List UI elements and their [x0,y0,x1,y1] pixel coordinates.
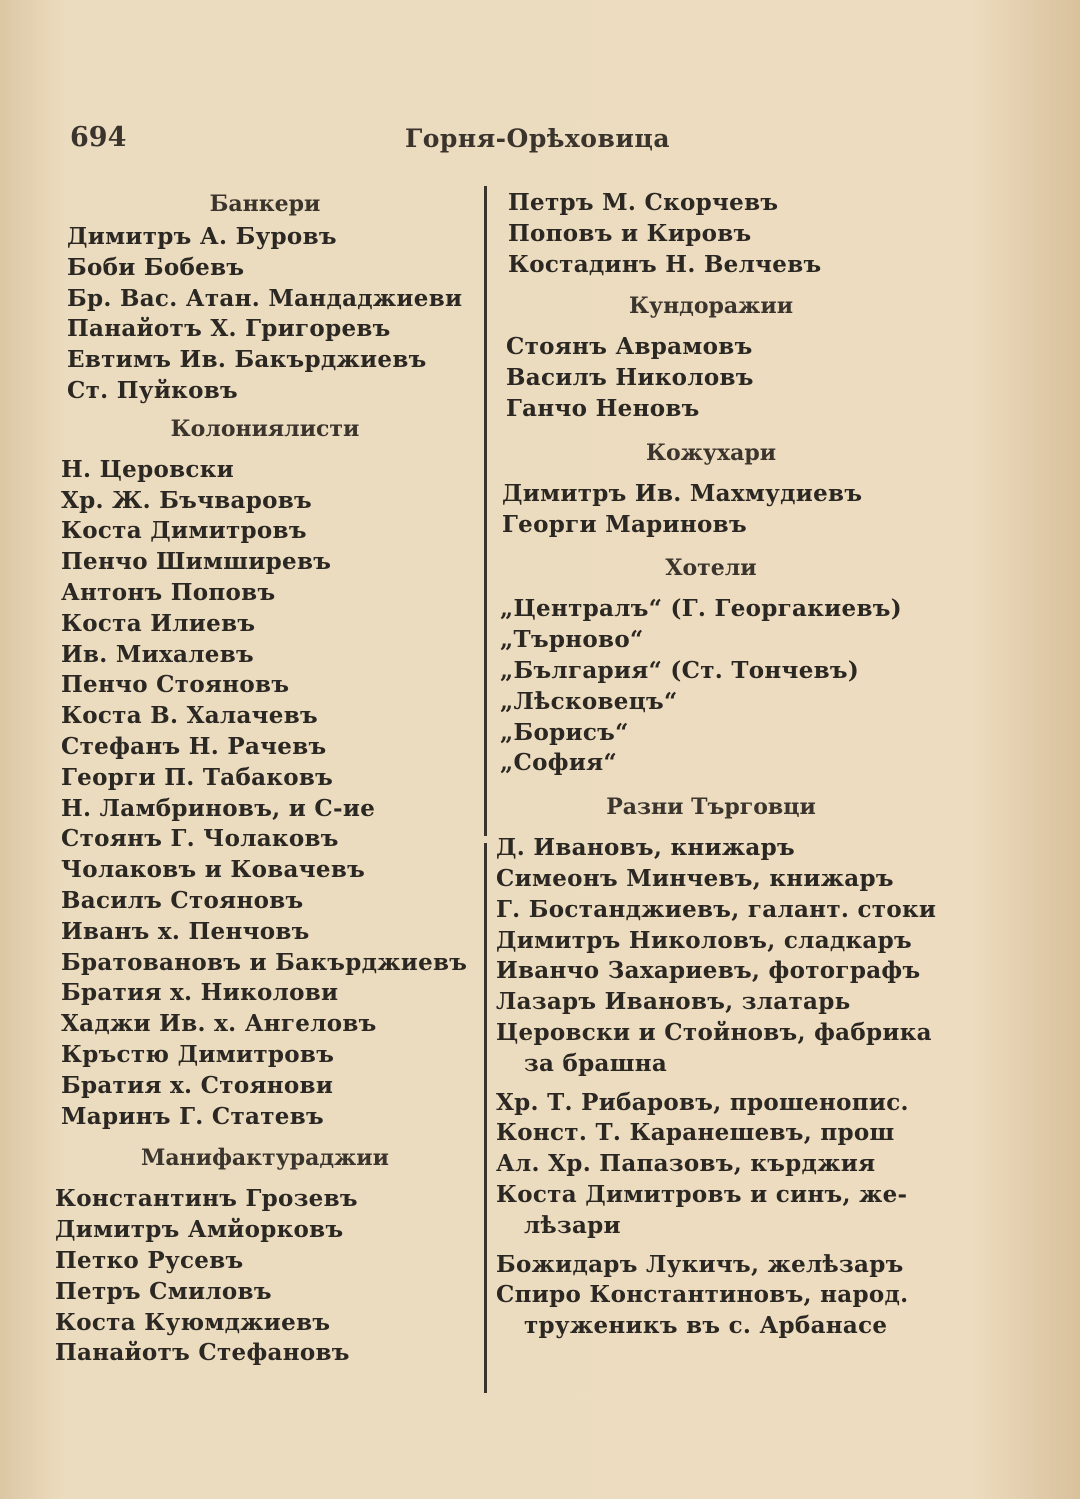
list-item: Пенчо Стояновъ [61,671,290,699]
list-item: Поповъ и Кировъ [508,219,752,247]
list-item: Братия х. Стоянови [61,1071,334,1099]
list-item: Лазаръ Ивановъ, златарь [496,988,851,1016]
list-item: „Централъ“ (Г. Георгакиевъ) [500,595,902,623]
list-item: Хаджи Ив. х. Ангеловъ [61,1010,377,1038]
list-item: Д. Ивановъ, книжаръ [496,834,795,862]
list-item: Панайотъ Стефановъ [55,1339,350,1367]
list-item: Ст. Пуйковъ [67,376,238,404]
list-item-continuation: лѣзари [524,1211,621,1239]
list-item: Димитръ Николовъ, сладкаръ [496,926,912,954]
list-item: Кръстю Димитровъ [61,1040,335,1068]
list-item: Ганчо Неновъ [506,394,700,422]
list-item: Г. Бостанджиевъ, галант. стоки [496,895,937,923]
list-item: Н. Ламбриновъ, и С-ие [61,794,376,822]
list-item: „София“ [500,749,617,777]
list-item: Маринъ Г. Статевъ [61,1102,324,1130]
list-item: Стефанъ Н. Рачевъ [61,732,327,760]
list-item: Коста Димитровъ [61,517,307,545]
list-item: Антонъ Поповъ [61,578,276,606]
section-title: Манифактураджии [141,1145,389,1172]
list-item: Иванъ х. Пенчовъ [61,917,310,945]
list-item: Спиро Константиновъ, народ. [496,1281,909,1309]
list-item: Пенчо Шимширевъ [61,548,332,576]
list-item: Стоянъ Г. Чолаковъ [61,825,339,853]
section-hotels [496,552,926,779]
page-title: Горня-Орѣховица [405,124,671,153]
list-item: „Лѣсковецъ“ [500,687,678,715]
list-item: Георги П. Табаковъ [61,763,334,791]
list-item: Коста Димитровъ и синъ, же- [496,1180,908,1208]
list-item: Бр. Вас. Атан. Мандаджиеви [67,284,463,312]
section-traders [496,791,937,1342]
section-title: Банкери [209,191,321,217]
list-item-continuation: за брашна [524,1049,668,1077]
list-item: Костадинъ Н. Велчевъ [508,250,822,278]
list-item: Иванчо Захариевъ, фотографъ [496,957,921,985]
list-item: Хр. Ж. Бъчваровъ [61,486,312,514]
section-colonials [55,413,475,1133]
column-divider [484,843,487,1393]
list-item: Божидаръ Лукичъ, желѣзаръ [496,1250,904,1278]
list-item: Хр. Т. Рибаровъ, прошенопис. [496,1088,909,1116]
list-item: Василъ Николовъ [506,364,754,392]
list-item: Панайотъ Х. Григоревъ [67,315,391,343]
list-item: Георги Мариновъ [502,510,747,538]
section-title: Колониялисти [170,415,360,442]
list-item: Ив. Михалевъ [61,640,254,668]
right-column [496,188,937,1342]
list-item: „Борисъ“ [500,718,629,746]
section-title: Разни Търговци [606,794,816,821]
list-item: Константинъ Грозевъ [55,1185,358,1213]
column-divider [484,186,487,836]
list-item: Стоянъ Аврамовъ [506,333,753,361]
section-manufactory [55,1142,475,1369]
list-item: Н. Церовски [61,455,234,483]
list-item-continuation: труженикъ въ с. Арбанасе [524,1312,888,1340]
list-item: Чолаковъ и Ковачевъ [61,856,366,884]
section-title: Кундоражии [628,293,794,320]
section-title: Хотели [665,555,757,582]
list-item: Коста В. Халачевъ [61,702,318,730]
page-header [0,122,1080,162]
list-item: Симеонъ Минчевъ, книжаръ [496,864,894,892]
list-item: Братовановъ и Бакърджиевъ [61,948,468,976]
section-bankers [55,188,475,407]
list-item: Ал. Хр. Папазовъ, кърджия [496,1150,876,1178]
list-item: Братия х. Николови [61,979,339,1007]
list-item: Евтимъ Ив. Бакърджиевъ [67,346,427,374]
list-item: Петръ Смиловъ [55,1277,272,1305]
list-item: Коста Илиевъ [61,609,256,637]
list-item: Василъ Стояновъ [61,886,304,914]
section-furriers [496,437,926,541]
list-item: Коста Куюмджиевъ [55,1308,331,1336]
section-title: Кожухари [645,439,777,466]
left-column [55,188,475,1369]
page-number: 694 [70,122,127,153]
list-item: Боби Бобевъ [67,253,245,281]
list-item: Димитръ Амйорковъ [55,1216,344,1244]
list-item: Церовски и Стойновъ, фабрика [496,1018,932,1046]
list-item: Петръ М. Скорчевъ [508,189,779,216]
list-item: „България“ (Ст. Тончевъ) [500,656,860,684]
list-item: Петко Русевъ [55,1246,244,1274]
list-item: Конст. Т. Каранешевъ, прош [496,1119,895,1147]
list-item: Димитръ Ив. Махмудиевъ [502,479,863,507]
list-item: Димитръ А. Буровъ [67,223,337,250]
section-bankers-continued [496,188,926,280]
list-item: „Търново“ [500,626,644,654]
section-shoemakers [496,290,926,424]
